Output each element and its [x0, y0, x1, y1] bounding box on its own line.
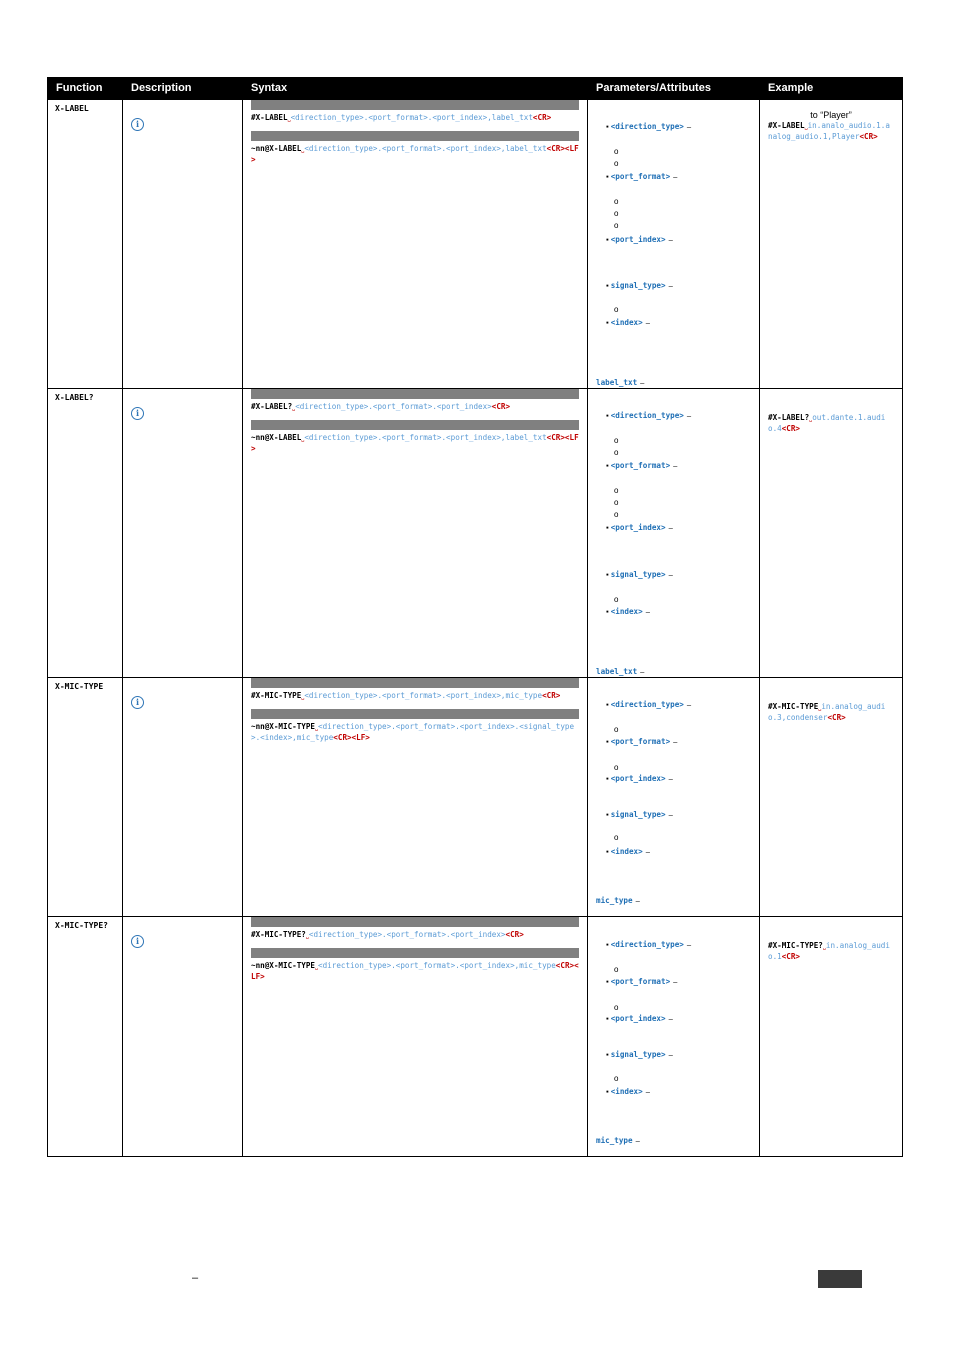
parameter-name: <port_index> [610, 774, 666, 783]
bullet-icon: ▪ [606, 1087, 609, 1096]
parameter-name: <port_format> [610, 977, 671, 986]
syntax-set-command [251, 690, 579, 701]
response-keyword: ~nn@X-LABEL [251, 144, 302, 153]
sub-bullet-icon: o [614, 221, 619, 230]
sub-bullet-icon: o [614, 763, 619, 772]
example-cell [760, 678, 903, 917]
bullet-icon: ▪ [606, 461, 609, 470]
bullet-icon: ▪ [606, 122, 609, 131]
parameter-name: mic_type [596, 1136, 633, 1145]
syntax-set-command [251, 112, 579, 123]
header-example: Example [760, 77, 903, 100]
parameter-item [606, 172, 677, 181]
sub-bullet-icon: o [614, 725, 619, 734]
syntax-response-header-bar [251, 709, 579, 719]
command-terminator: <CR> [491, 402, 511, 411]
parameters-cell [588, 917, 760, 1157]
command-keyword: #X-MIC-TYPE [251, 691, 302, 700]
parameter-item [606, 1087, 650, 1096]
syntax-response [251, 432, 579, 454]
space-marker: ˽ [818, 702, 822, 711]
bullet-icon: ▪ [606, 607, 609, 616]
sub-bullet-icon: o [614, 833, 619, 842]
response-terminator: <CR><LF> [251, 961, 579, 981]
parameter-item [606, 940, 691, 949]
example-params: in.analo_audio.1.analog_audio.1,Player [768, 121, 890, 141]
example-cell [760, 917, 903, 1157]
example-cell [760, 100, 903, 389]
bullet-icon: ▪ [606, 774, 609, 783]
header-parameters: Parameters/Attributes [588, 77, 760, 100]
command-terminator: <CR> [542, 691, 561, 700]
table-row [48, 100, 903, 389]
parameter-dash: – [668, 1050, 673, 1059]
header-function: Function [48, 77, 123, 100]
parameter-item [606, 774, 673, 783]
bullet-icon: ▪ [606, 1050, 609, 1059]
example-params: out.dante.1.audio.4 [768, 413, 886, 433]
sub-bullet-icon: o [614, 448, 619, 457]
function-name: X-LABEL? [55, 393, 94, 402]
sub-bullet-icon: o [614, 498, 619, 507]
syntax-cell [243, 678, 588, 917]
bullet-icon: ▪ [606, 810, 609, 819]
parameter-name: <direction_type> [610, 411, 684, 420]
response-keyword: ~nn@X-LABEL [251, 433, 302, 442]
parameter-dash: – [645, 847, 650, 856]
parameter-dash: – [668, 523, 673, 532]
example-params: in.analog_audio.3,condenser [768, 702, 886, 722]
space-marker: ˽ [287, 113, 291, 122]
example-keyword: #X-LABEL [768, 121, 805, 130]
bullet-icon: ▪ [606, 281, 609, 290]
bullet-icon: ▪ [606, 172, 609, 181]
space-marker: ˽ [809, 413, 813, 422]
parameter-name: signal_type> [610, 281, 666, 290]
parameter-dash: – [645, 1087, 650, 1096]
example-terminator: <CR> [781, 424, 801, 433]
parameters-cell [588, 389, 760, 678]
bullet-icon: ▪ [606, 737, 609, 746]
parameter-item [606, 235, 673, 244]
parameter-dash: – [668, 281, 673, 290]
parameter-item [606, 1014, 673, 1023]
parameter-dash: – [668, 235, 673, 244]
parameter-name: signal_type> [610, 1050, 666, 1059]
header-syntax: Syntax [243, 77, 588, 100]
table-row [48, 917, 903, 1157]
example-keyword: #X-MIC-TYPE? [768, 941, 823, 950]
syntax-response-header-bar [251, 131, 579, 141]
parameter-item [606, 607, 650, 616]
parameter-dash: – [645, 607, 650, 616]
syntax-set-header-bar [251, 100, 579, 110]
info-icon: i [131, 118, 144, 131]
command-terminator: <CR> [505, 930, 524, 939]
command-keyword: #X-MIC-TYPE? [251, 930, 306, 939]
space-marker: ˽ [315, 722, 319, 731]
parameter-item [596, 896, 640, 905]
syntax-response [251, 960, 579, 982]
space-marker: ˽ [301, 433, 305, 442]
parameter-dash: – [635, 896, 640, 905]
response-params: <direction_type>.<port_format>.<port_index>,mic_type [318, 961, 556, 970]
parameter-dash: – [673, 461, 678, 470]
parameter-name: <port_format> [610, 461, 671, 470]
syntax-response-header-bar [251, 420, 579, 430]
parameter-name: <index> [610, 318, 643, 327]
parameter-name: <port_format> [610, 172, 671, 181]
parameter-dash: – [686, 122, 692, 131]
parameter-dash: – [673, 977, 678, 986]
example-command [760, 412, 902, 434]
parameter-name: <direction_type> [610, 940, 684, 949]
bullet-icon: ▪ [606, 235, 609, 244]
syntax-set-header-bar [251, 389, 579, 399]
response-params: <direction_type>.<port_format>.<port_index>,label_txt [304, 144, 547, 153]
sub-bullet-icon: o [614, 1003, 619, 1012]
syntax-set-command [251, 401, 579, 412]
bullet-icon: ▪ [606, 847, 609, 856]
syntax-cell [243, 917, 588, 1157]
description-cell [123, 678, 243, 917]
sub-bullet-icon: o [614, 510, 619, 519]
syntax-response [251, 143, 579, 165]
parameter-name: <port_format> [610, 737, 671, 746]
parameter-item [596, 378, 644, 387]
command-keyword: #X-LABEL [251, 113, 288, 122]
bullet-icon: ▪ [606, 1014, 609, 1023]
syntax-set-header-bar [251, 917, 579, 927]
sub-bullet-icon: o [614, 595, 619, 604]
header-description: Description [123, 77, 243, 100]
space-marker: ˽ [305, 930, 309, 939]
example-cell [760, 389, 903, 678]
parameter-dash: – [668, 570, 673, 579]
syntax-response-header-bar [251, 948, 579, 958]
function-cell [48, 100, 123, 389]
response-params: <direction_type>.<port_format>.<port_index>.<signal_type>.<index>,mic_type [251, 722, 575, 742]
parameter-item [606, 523, 673, 532]
sub-bullet-icon: o [614, 305, 619, 314]
syntax-set-command [251, 929, 579, 940]
command-params: <direction_type>.<port_format>.<port_index> [308, 930, 506, 939]
protocol-table [47, 77, 903, 1157]
parameter-dash: – [640, 378, 645, 387]
space-marker: ˽ [315, 961, 319, 970]
syntax-response [251, 721, 579, 743]
bullet-icon: ▪ [606, 940, 609, 949]
sub-bullet-icon: o [614, 147, 619, 156]
example-command [760, 701, 902, 723]
parameter-name: <direction_type> [610, 700, 684, 709]
example-terminator: <CR> [781, 952, 801, 961]
bullet-icon: ▪ [606, 318, 609, 327]
info-icon: i [131, 935, 144, 948]
info-icon: i [131, 407, 144, 420]
parameter-name: <index> [610, 1087, 643, 1096]
space-marker: ˽ [822, 941, 826, 950]
description-cell [123, 100, 243, 389]
footer-dash: – [192, 1272, 199, 1284]
parameter-item [596, 1136, 640, 1145]
table-header-row [48, 77, 903, 100]
parameter-item [606, 570, 673, 579]
command-terminator: <CR> [532, 113, 552, 122]
parameter-name: <index> [610, 847, 643, 856]
parameter-dash: – [673, 737, 678, 746]
command-params: <direction_type>.<port_format>.<port_index>,label_txt [290, 113, 533, 122]
response-keyword: ~nn@X-MIC-TYPE [251, 961, 316, 970]
description-cell [123, 917, 243, 1157]
example-keyword: #X-MIC-TYPE [768, 702, 819, 711]
function-cell [48, 917, 123, 1157]
response-params: <direction_type>.<port_format>.<port_index>,label_txt [304, 433, 547, 442]
parameter-item [606, 122, 691, 131]
example-keyword: #X-LABEL? [768, 413, 810, 422]
parameter-name: label_txt [596, 667, 638, 676]
parameter-name: signal_type> [610, 810, 666, 819]
parameter-dash: – [668, 810, 673, 819]
bullet-icon: ▪ [606, 523, 609, 532]
parameter-dash: – [668, 774, 673, 783]
function-name: X-LABEL [55, 104, 89, 113]
sub-bullet-icon: o [614, 965, 619, 974]
syntax-set-header-bar [251, 678, 579, 688]
info-icon: i [131, 696, 144, 709]
sub-bullet-icon: o [614, 209, 619, 218]
command-params: <direction_type>.<port_format>.<port_index>,mic_type [304, 691, 543, 700]
parameters-cell [588, 100, 760, 389]
bullet-icon: ▪ [606, 411, 609, 420]
parameter-dash: – [686, 940, 692, 949]
example-params: in.analog_audio.1 [768, 941, 890, 961]
example-command [760, 120, 902, 142]
parameter-item [606, 977, 677, 986]
parameter-item [606, 411, 691, 420]
parameter-dash: – [686, 700, 692, 709]
function-name: X-MIC-TYPE [55, 682, 104, 691]
space-marker: ˽ [292, 402, 296, 411]
table-row [48, 678, 903, 917]
sub-bullet-icon: o [614, 1074, 619, 1083]
parameter-item [606, 810, 673, 819]
sub-bullet-icon: o [614, 436, 619, 445]
parameter-name: mic_type [596, 896, 633, 905]
space-marker: ˽ [804, 121, 808, 130]
response-terminator: <CR><LF> [333, 733, 370, 742]
parameter-dash: – [686, 411, 692, 420]
parameter-dash: – [673, 172, 678, 181]
example-terminator: <CR> [827, 713, 846, 722]
parameter-item [606, 318, 650, 327]
function-cell [48, 678, 123, 917]
parameters-cell [588, 678, 760, 917]
parameter-item [606, 281, 673, 290]
response-terminator: <CR><LF> [251, 433, 579, 453]
sub-bullet-icon: o [614, 486, 619, 495]
function-name: X-MIC-TYPE? [55, 921, 108, 930]
page-number-box [818, 1270, 862, 1288]
parameter-item [606, 847, 650, 856]
space-marker: ˽ [301, 691, 305, 700]
bullet-icon: ▪ [606, 570, 609, 579]
parameter-item [606, 461, 677, 470]
parameter-dash: – [668, 1014, 673, 1023]
response-keyword: ~nn@X-MIC-TYPE [251, 722, 316, 731]
parameter-item [606, 1050, 673, 1059]
parameter-name: <port_index> [610, 523, 666, 532]
response-terminator: <CR><LF> [251, 144, 579, 164]
parameter-name: <port_index> [610, 235, 666, 244]
table-row [48, 389, 903, 678]
syntax-cell [243, 389, 588, 678]
space-marker: ˽ [301, 144, 305, 153]
parameter-item [606, 700, 691, 709]
example-command [760, 940, 902, 962]
command-params: <direction_type>.<port_format>.<port_index> [295, 402, 492, 411]
parameter-name: <port_index> [610, 1014, 666, 1023]
parameter-dash: – [640, 667, 645, 676]
parameter-item [596, 667, 644, 676]
parameter-name: label_txt [596, 378, 638, 387]
parameter-item [606, 737, 677, 746]
sub-bullet-icon: o [614, 159, 619, 168]
function-cell [48, 389, 123, 678]
example-note: to “Player” [810, 110, 852, 120]
parameter-dash: – [645, 318, 650, 327]
command-keyword: #X-LABEL? [251, 402, 293, 411]
syntax-cell [243, 100, 588, 389]
description-cell [123, 389, 243, 678]
bullet-icon: ▪ [606, 977, 609, 986]
parameter-name: <direction_type> [610, 122, 684, 131]
example-terminator: <CR> [859, 132, 878, 141]
parameter-dash: – [635, 1136, 640, 1145]
parameter-name: signal_type> [610, 570, 666, 579]
sub-bullet-icon: o [614, 197, 619, 206]
parameter-name: <index> [610, 607, 643, 616]
bullet-icon: ▪ [606, 700, 609, 709]
